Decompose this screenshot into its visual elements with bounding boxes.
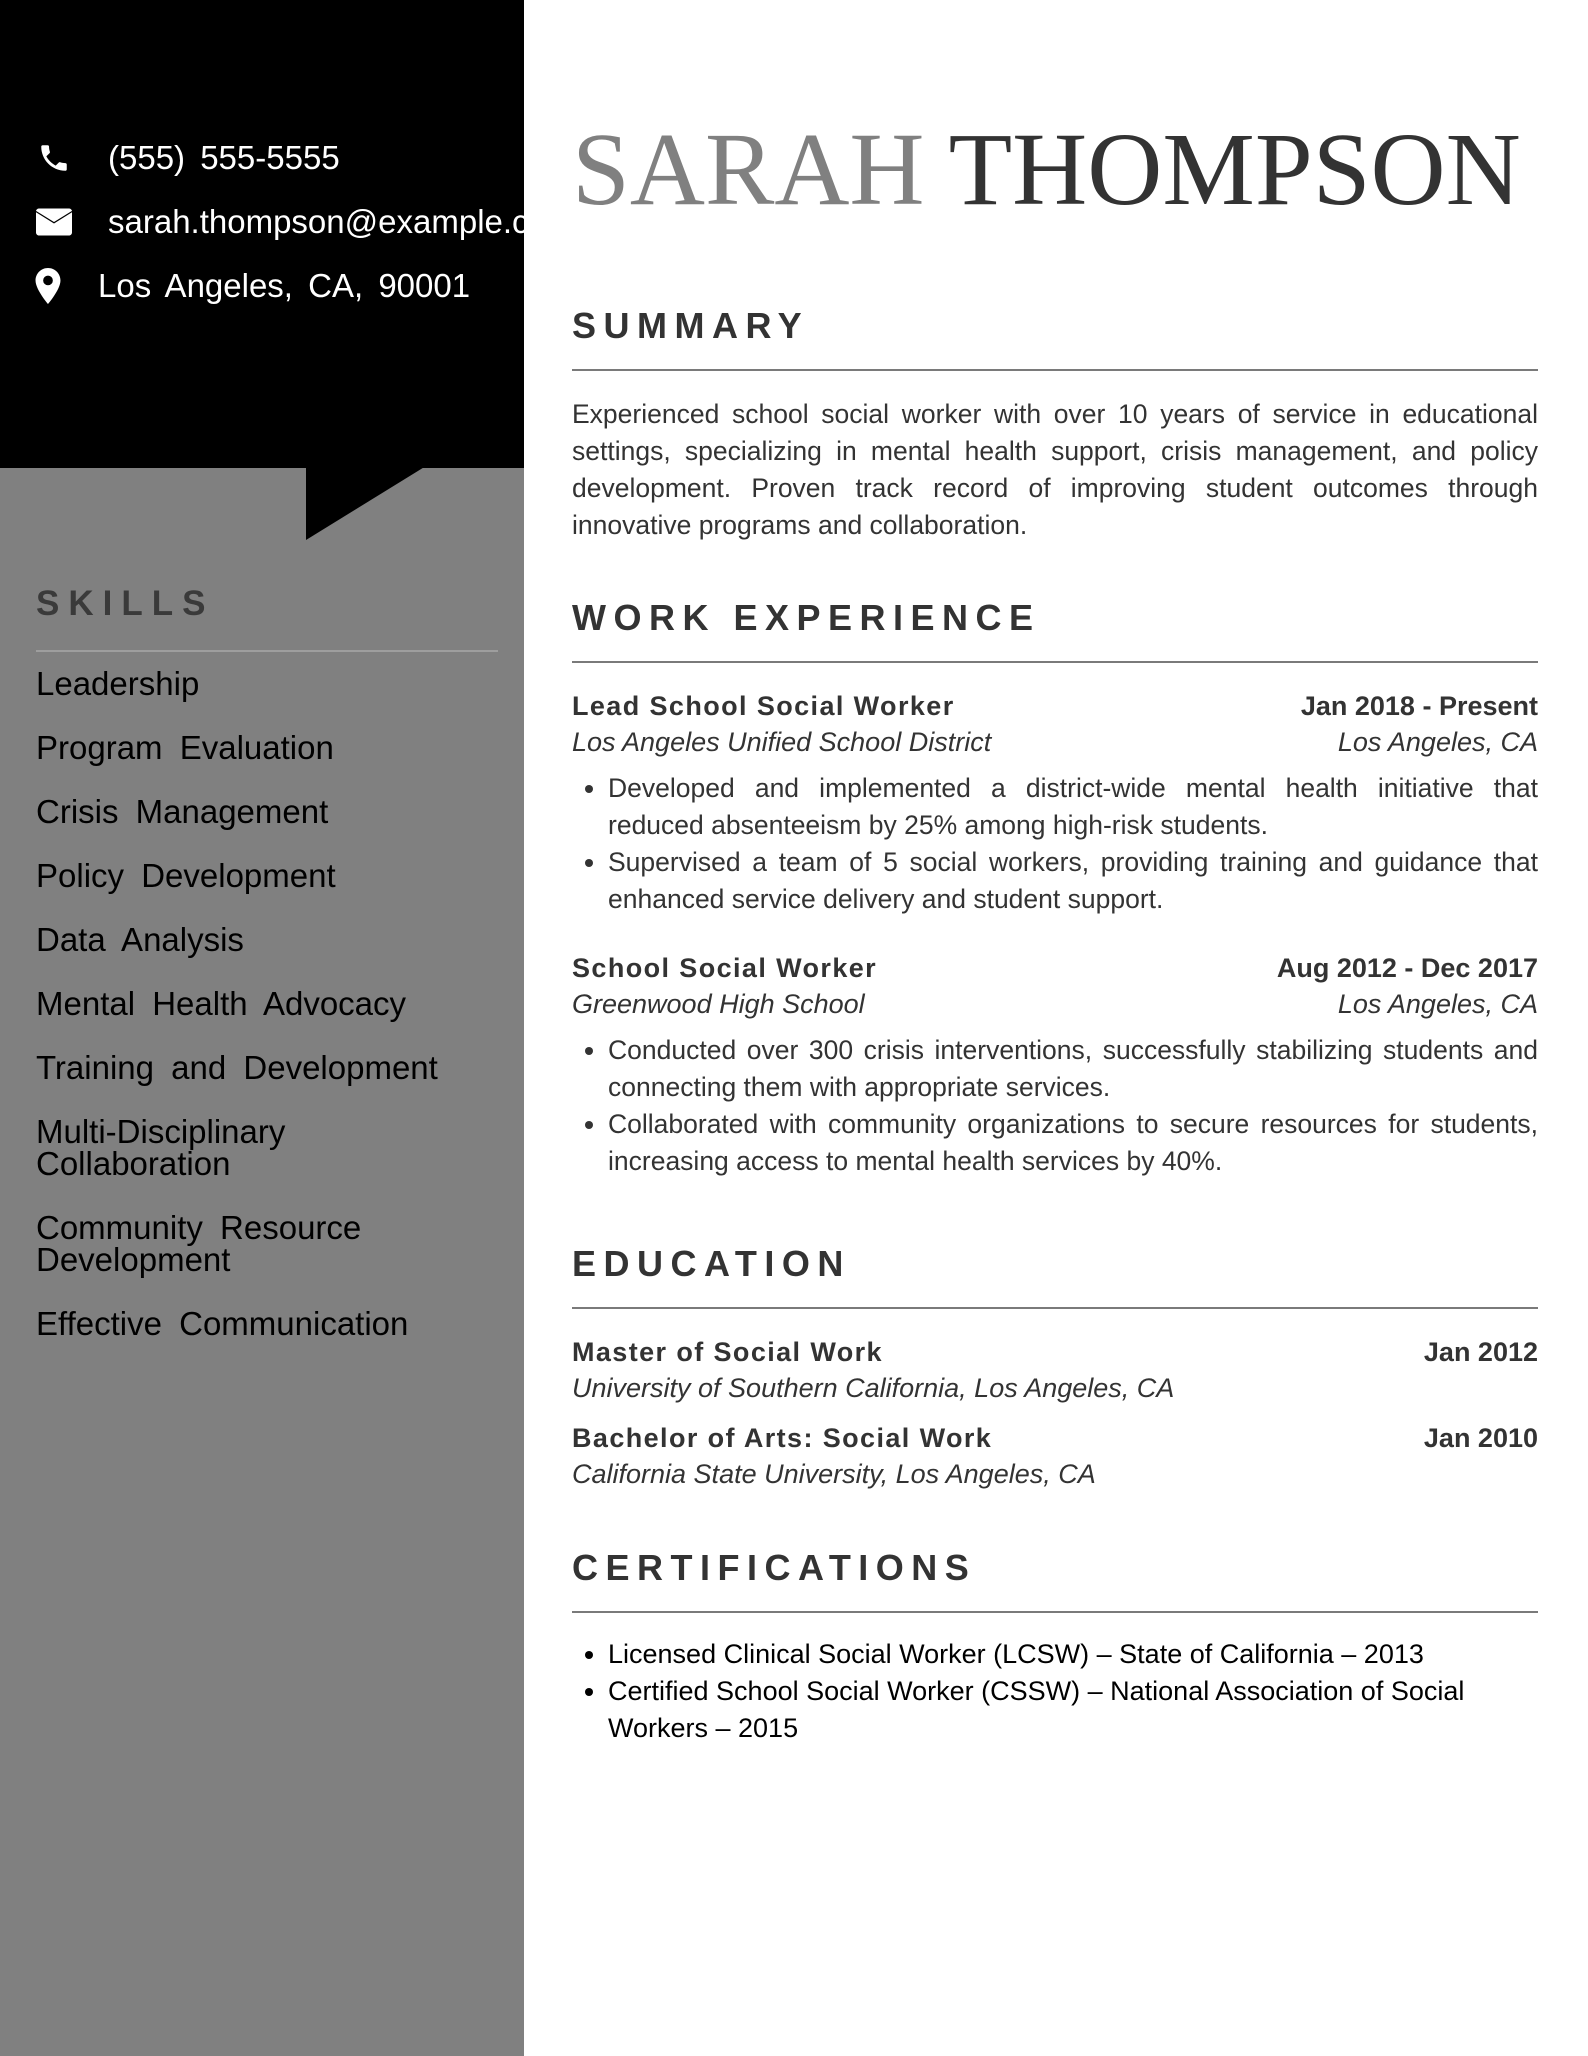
speech-notch (306, 466, 426, 540)
experience-divider (572, 661, 1538, 663)
job-bullets (572, 770, 1538, 918)
education-entry (572, 1420, 1538, 1492)
skill-item: Leadership (36, 665, 200, 702)
contact-block (0, 0, 575, 468)
skill-item: Crisis Management (36, 793, 329, 830)
summary-divider (572, 369, 1538, 371)
skill-item: Policy Development (36, 857, 336, 894)
sidebar (0, 0, 575, 2056)
degree: Master of Social Work (572, 1337, 883, 1367)
skill-item: Data Analysis (36, 921, 244, 958)
skill-item: Multi-Disciplinary Collaboration (36, 1113, 286, 1182)
education-divider (572, 1307, 1538, 1309)
job-organization: Greenwood High School (572, 989, 865, 1019)
map-pin-icon (34, 266, 62, 306)
skill-item: Community Resource Development (36, 1209, 362, 1278)
skill-item: Effective Communication (36, 1305, 409, 1342)
contact-location (34, 266, 470, 306)
job-bullets (572, 1032, 1538, 1180)
location-text: Los Angeles, CA, 90001 (98, 267, 471, 304)
job-title: Lead School Social Worker (572, 691, 955, 721)
contact-phone (34, 138, 340, 178)
degree-date: Jan 2012 (1423, 1337, 1538, 1367)
summary-text: Experienced school social worker with over 10 years of service in educational settings, specializing in mental health support, crisis management, and policy development. Proven track record of improving student outcomes through innovative programs and collaboration. (572, 399, 1538, 540)
first-name: SARAH (572, 112, 925, 227)
certifications-heading: CERTIFICATIONS (572, 1547, 977, 1588)
skill-item: Mental Health Advocacy (36, 985, 407, 1022)
skill-item: Program Evaluation (36, 729, 334, 766)
degree: Bachelor of Arts: Social Work (572, 1423, 993, 1453)
certifications-divider (572, 1611, 1538, 1613)
education-entry (572, 1334, 1538, 1406)
degree-date: Jan 2010 (1423, 1423, 1538, 1453)
phone-icon (34, 138, 74, 178)
job-bullet: • Developed and implemented a district-wide mental health initiative that reduced absenteeism by 25% among high-risk students. (608, 770, 1538, 844)
school: University of Southern California, Los Angeles, CA (572, 1373, 1175, 1403)
summary-heading: SUMMARY (572, 305, 810, 346)
job-entry (572, 950, 1538, 1180)
candidate-name (572, 110, 1521, 230)
contact-email (34, 202, 574, 242)
education-heading: EDUCATION (572, 1243, 851, 1284)
email-text[interactable]: sarah.thompson@example.com (108, 203, 575, 240)
job-bullet: • Supervised a team of 5 social workers, providing training and guidance that enhanced service delivery and student support. (608, 844, 1538, 918)
certification-item: • Licensed Clinical Social Worker (LCSW) – State of California – 2013 (608, 1636, 1538, 1673)
school: California State University, Los Angeles, CA (572, 1459, 1096, 1489)
job-bullet: • Collaborated with community organizations to secure resources for students, increasing access to mental health services by 40%. (608, 1106, 1538, 1180)
job-entry (572, 688, 1538, 918)
job-dates: Aug 2012 - Dec 2017 (1276, 953, 1538, 983)
skills-heading: SKILLS (36, 584, 215, 623)
last-name: THOMPSON (948, 112, 1521, 227)
job-bullet: • Conducted over 300 crisis interventions, successfully stabilizing students and connecting them with appropriate services. (608, 1032, 1538, 1106)
job-location: Los Angeles, CA (1337, 727, 1538, 757)
certifications-list (572, 1636, 1538, 1747)
experience-heading: WORK EXPERIENCE (572, 597, 1041, 638)
skill-item: Training and Development (36, 1049, 438, 1086)
skills-divider (36, 650, 498, 652)
job-dates: Jan 2018 - Present (1300, 691, 1538, 721)
envelope-icon (34, 202, 74, 242)
skills-list (36, 665, 506, 1372)
job-title: School Social Worker (572, 953, 878, 983)
certification-item: • Certified School Social Worker (CSSW) – National Association of Social Workers – 2015 (608, 1673, 1538, 1747)
job-location: Los Angeles, CA (1337, 989, 1538, 1019)
phone-text[interactable]: (555) 555-5555 (108, 139, 340, 176)
job-organization: Los Angeles Unified School District (572, 727, 992, 757)
